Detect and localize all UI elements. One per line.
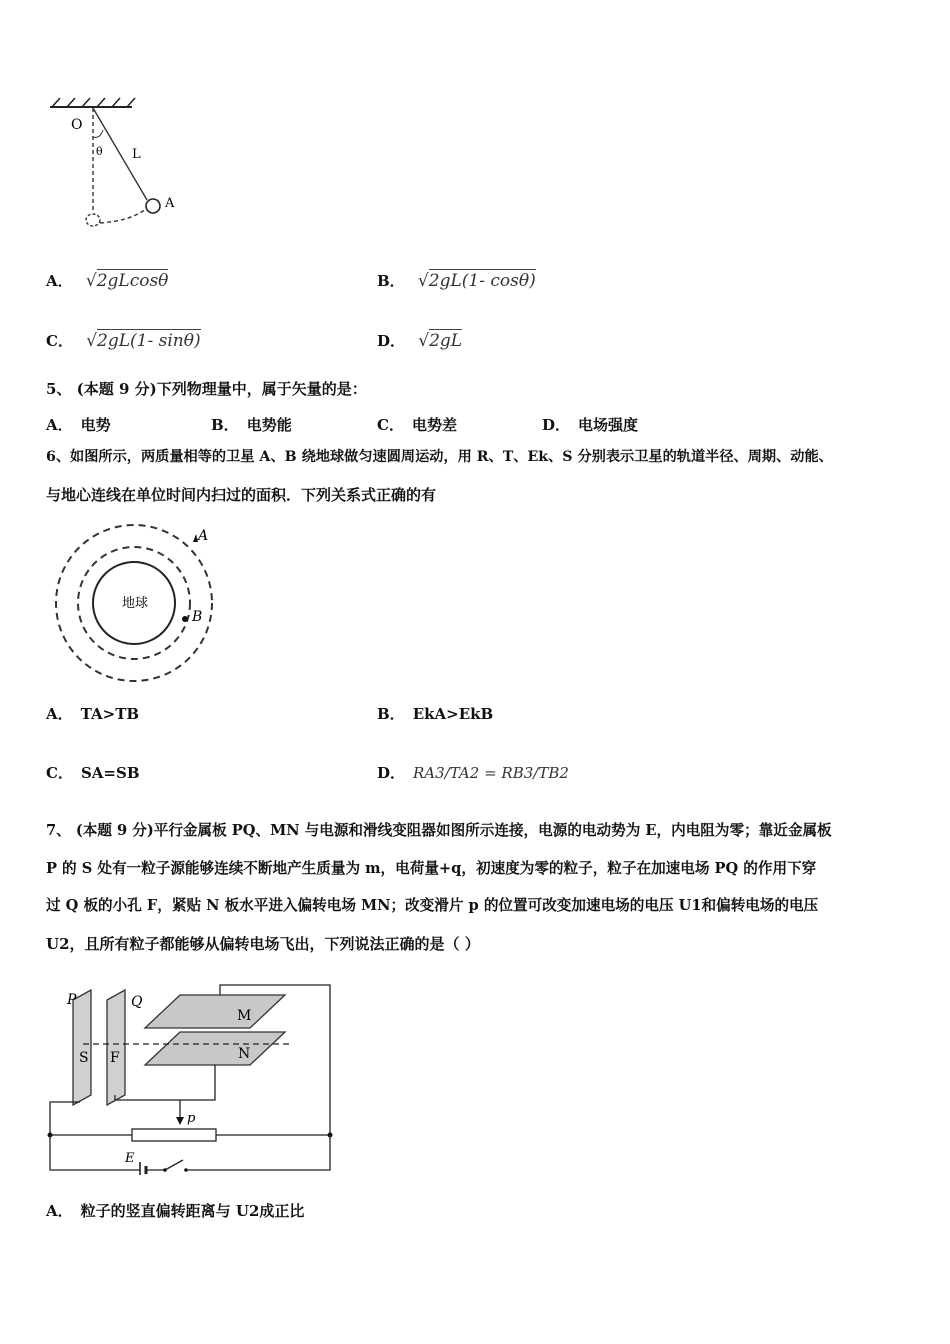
option-label: A． [46,1202,73,1220]
q4-option-d[interactable] [377,330,462,351]
q6-option-d[interactable] [377,762,569,783]
q4-option-c[interactable] [46,330,201,351]
option-text: 粒子的竖直偏转距离与 U2成正比 [80,1202,305,1220]
q5-option-b[interactable] [211,414,292,435]
plate-M [145,995,285,1028]
q5-option-a[interactable] [46,414,111,435]
label-S: S [79,1050,89,1066]
orbit-label-A: A [198,528,209,544]
sqrt-icon: √ [417,271,429,291]
option-expr: 2gL(1- cosθ) [428,271,536,291]
q6-option-b[interactable] [377,703,493,724]
sqrt-icon: √ [418,331,430,351]
option-text: EkA>EkB [412,705,494,723]
slider-arrow-icon [176,1117,184,1125]
option-label: C． [377,416,404,434]
option-label: D． [377,332,406,350]
option-expr: 2gL [429,331,463,351]
q4-option-b[interactable] [377,270,536,291]
option-label: A． [46,705,73,723]
option-label: A． [46,416,73,434]
sqrt-icon: √ [85,271,97,291]
q7-line4: U2，且所有粒子都能够从偏转电场飞出，下列说法正确的是（ ） [46,935,480,953]
pendulum-label-O: O [71,117,83,133]
option-label: C． [46,764,73,782]
earth-label: 地球 [122,596,149,611]
pendulum-figure [40,95,190,235]
option-expr: 2gLcosθ [96,271,169,291]
satellite-b [182,616,188,622]
q6-option-c[interactable] [46,762,140,783]
q5-option-d[interactable] [542,414,638,435]
option-label: C． [46,332,73,350]
option-label: D． [542,416,571,434]
option-label: A． [46,272,73,290]
option-label: B． [377,705,405,723]
circuit-figure [45,980,345,1175]
option-text: 电场强度 [578,416,639,434]
label-M: M [237,1008,252,1024]
pendulum-label-L: L [132,147,141,162]
q7-line1: 7、 (本题 9 分)平行金属板 PQ、MN 与电源和滑线变阻器如图所示连接，电源的电动势为 E，内电阻为零；靠近金属板 [46,822,832,839]
q7-line2: P 的 S 处有一粒子源能够连续不断地产生质量为 m，电荷量+q，初速度为零的粒子，粒子在加速电场 PQ 的作用下穿 [46,860,817,877]
option-label: B． [377,272,405,290]
option-text: 电势 [80,416,111,434]
label-N: N [238,1046,251,1062]
label-p: p [187,1111,196,1126]
q4-option-a[interactable] [46,270,168,291]
orbit-label-B: B [192,609,203,625]
switch-icon [165,1160,183,1170]
q5-stem: 5、 (本题 9 分)下列物理量中，属于矢量的是： [46,380,367,398]
q7-line3: 过 Q 板的小孔 F，紧贴 N 板水平进入偏转电场 MN；改变滑片 p 的位置可改变加速电场的电压 U1和偏转电场的电压 [46,897,819,914]
plate-N [145,1032,285,1065]
option-text: 电势差 [411,416,457,434]
option-text: TA>TB [80,705,140,723]
option-label: B． [211,416,239,434]
option-text: SA=SB [80,764,140,782]
option-expr: 2gL(1- sinθ) [97,331,201,351]
option-label: D． [377,764,406,782]
q6-stem-line2: 与地心连线在单位时间内扫过的面积．下列关系式正确的有 [46,486,437,504]
q5-option-c[interactable] [377,414,457,435]
pendulum-label-A: A [165,196,175,211]
label-F: F [110,1050,120,1066]
option-text: 电势能 [246,416,292,434]
label-P: P [67,992,77,1008]
q6-option-a[interactable] [46,703,139,724]
orbit-figure [50,520,220,690]
label-E: E [125,1151,135,1166]
rheostat [132,1129,216,1141]
plate-Q [107,990,125,1105]
q7-option-a[interactable] [46,1200,304,1221]
pendulum-label-theta: θ [96,145,103,158]
label-Q: Q [131,994,143,1010]
sqrt-icon: √ [86,331,98,351]
q6-stem-line1: 6、如图所示，两质量相等的卫星 A、B 绕地球做匀速圆周运动，用 R、T、Ek、S 分别表示卫星的轨道半径、周期、动能、 [46,449,833,465]
option-text: RA3/TA2 = RB3/TB2 [413,764,569,782]
